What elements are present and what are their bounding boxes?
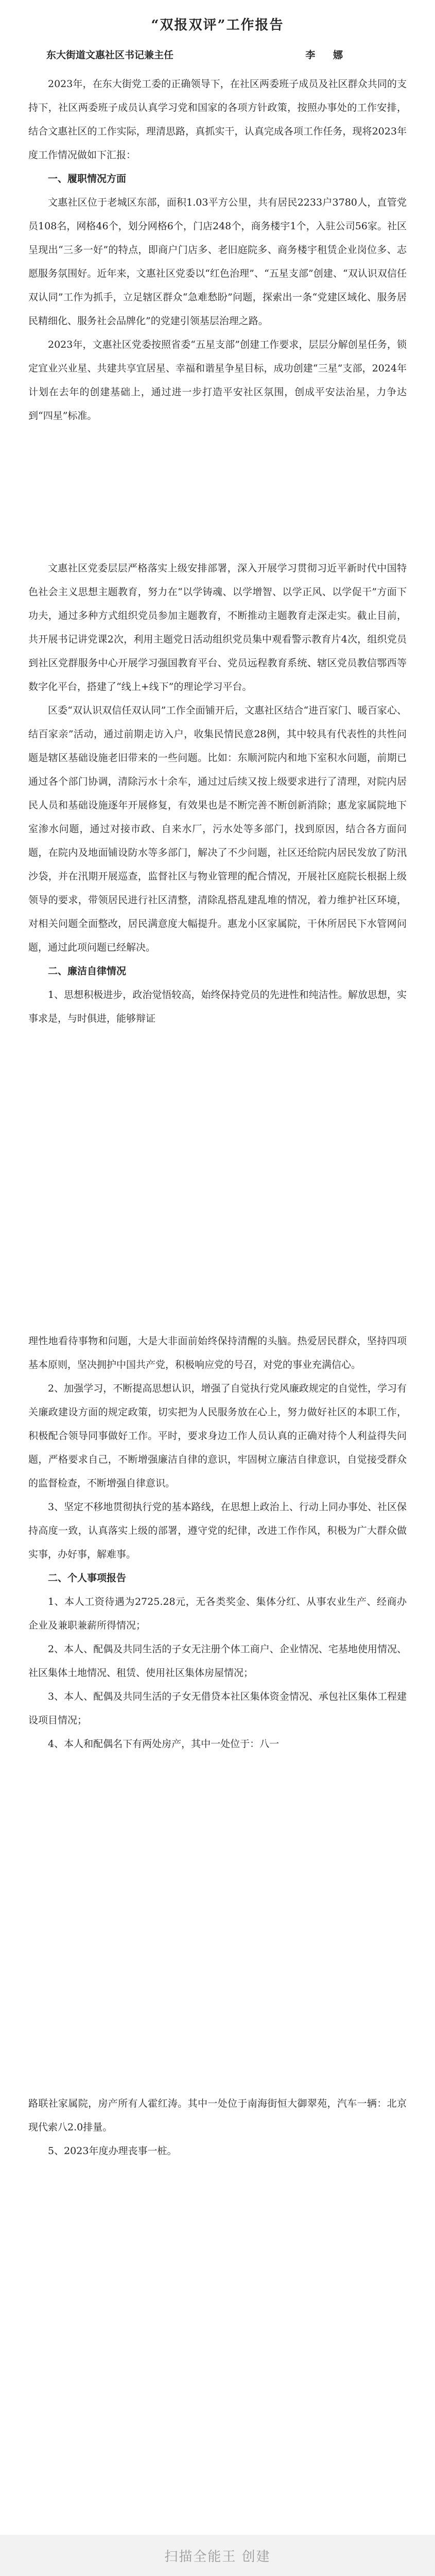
section-theme-education — [28, 556, 407, 1030]
paragraph-personal-3: 3、本人、配偶及共同生活的子女无借贷本社区集体资金情况、承包社区集体工程建设项目情况； — [28, 1691, 407, 1726]
section-performance — [28, 72, 407, 428]
byline-name: 李 娜 — [305, 49, 350, 61]
section-clean-continued — [28, 1329, 407, 1756]
paragraph-clean-1-continued: 理性地看待事物和问题，大是大非面前始终保持清醒的头脑。热爱居民群众，坚持四项基本原则，坚决拥护中国共产党，积极响应党的号召，对党的事业充满信心。 — [28, 1335, 407, 1370]
intro-paragraph: 2023年，在东大街党工委的正确领导下，在社区两委班子成员及社区群众共同的支持下，社区两委班子成员认真学习党和国家的各项方针政策，按照办事处的工作安排，结合文惠社区的工作实际，理清思路，真抓实干，认真完成各项工作任务，现将2023年度工作情况做如下汇报： — [28, 78, 407, 161]
byline — [46, 47, 386, 61]
document-title: “双报双评”工作报告 — [151, 18, 284, 33]
byline-org: 东大街道文惠社区书记兼主任 — [46, 49, 174, 61]
paragraph-personal-2: 2、本人、配偶及共同生活的子女无注册个体工商户、企业情况、宅基地使用情况、社区集体土地情况、租赁、使用社区集体房屋情况； — [28, 1643, 407, 1679]
heading-performance: 一、履职情况方面 — [48, 173, 127, 184]
paragraph-personal-4: 4、本人和配偶名下有两处房产，其中一处位于：八一 — [48, 1738, 280, 1750]
section-personal-continued — [28, 2092, 407, 2163]
paragraph-personal-1: 1、本人工资待遇为2725.28元，无各类奖金、集体分红、从事农业生产、经商办企业及兼职兼薪所得情况； — [28, 1596, 407, 1631]
paragraph-clean-2: 2、加强学习，不断提高思想认识，增强了自觉执行党风廉政规定的自觉性，学习有关廉政建设方面的规定政策，切实把为人民服务放在心上，努力做好社区的本职工作，积极配合领导同事做好工作。平时，要求身边工作人员认真的正确对待个人利益得失问题，严格要求自己，不断增强廉洁自律的意识，牢固树立廉洁自律意识，自觉接受群众的监督检查，不断增强自律意识。 — [28, 1383, 407, 1489]
paragraph-personal-5: 5、2023年度办理丧事一桩。 — [48, 2145, 177, 2157]
heading-clean-governance: 二、廉洁自律情况 — [48, 965, 127, 977]
paragraph-community-overview: 文惠社区位于老城区东部，面积1.03平方公里，共有居民2233户3780人，直管党员108名，网格46个，划分网格6个，门店248个，商务楼宇1个，入驻公司56家。社区呈现出“三多一好”的特点，即商户门店多、老旧庭院多、商务楼宇租赁企业岗位多、志愿服务氛围好。近年来，文惠社区党委以“红色治理”、“五星支部”创建、“双认识双信任双认同”工作为抓手，立足辖区群众“急难愁盼”问题，探索出一条“党建区域化、服务居民精细化、服务社会品牌化”的党建引领基层治理之路。 — [28, 197, 407, 327]
paragraph-clean-3: 3、坚定不移地贯彻执行党的基本路线，在思想上政治上、行动上同办事处、社区保持高度一致，认真落实上级的部署，遵守党的纪律，改进工作作风，积极为广大群众做实事，办好事，解难事。 — [28, 1501, 407, 1560]
paragraph-theme-education: 文惠社区党委层层严格落实上级安排部署，深入开展学习贯彻习近平新时代中国特色社会主义思想主题教育，努力在“以学铸魂、以学增智、以学正风、以学促干”方面下功夫，通过多种方式组织党员参加主题教育，不断推动主题教育走深走实。截止目前，共开展书记讲党课2次，利用主题党日活动组织党员集中观看警示教育片4次，组织党员到社区党群服务中心开展学习强国教育平台、党员远程教育系统、辖区党员教信鄂西等数字化平台，搭建了“线上+线下”的理论学习平台。 — [28, 563, 407, 692]
paragraph-personal-4-continued: 路联社家属院，房产所有人霍红涛。其中一处位于南海街恒大御翠苑，汽车一辆：北京现代索八2.0排量。 — [28, 2098, 407, 2133]
scanner-watermark: 扫描全能王 创建 — [0, 2535, 435, 2576]
paragraph-three-recognitions: 区委“双认识双信任双认同”工作全面铺开后，文惠社区结合“进百家门、暖百家心、结百家亲”活动，通过前期走访入户，收集民情民意28例，其中较具有代表性的共性问题是辖区基础设施老旧带来的一些问题。比如：东顺河院内和地下室积水问题，前期已通过各个部门协调，清除污水十余车，通过过后续又按上级要求进行了清理，对院内居民人员和基础设施逐年开展修复，有效果也是不断完善不断创新消除；惠龙家属院地下室渗水问题，通过对接市政、自来水厂，污水处等多部门，找到原因，结合各方面问题，在院内及地面铺设防水等多部门，解决了不少问题，社区还给院内居民发放了防汛沙袋，并在汛期开展巡查，监督社区与物业管理的配合情况，开展社区庭院长根据上级领导的要求，带领居民进行社区清整，清除乱搭乱建乱堆的情况，着力维护社区环境，对相关问题全面整改，居民满意度大幅提升。惠龙小区家属院，干休所居民下水管网问题，通过此项问题已经解决。 — [28, 705, 407, 953]
heading-personal-matters: 二、个人事项报告 — [48, 1572, 127, 1584]
paragraph-clean-1: 1、思想积极进步，政治觉悟较高，始终保持党员的先进性和纯洁性。解放思想，实事求是，与时俱进，能够辩证 — [28, 989, 407, 1024]
paragraph-five-star: 2023年，文惠社区党委按照省委“五星支部”创建工作要求，层层分解创星任务，锁定宜业兴业星、共建共享宜居星、幸福和谐星争星目标，成功创建“三星”支部，2024年计划在去年的创建基础上，通过进一步打造平安社区氛围，创成平安法治星，力争达到“四星”标准。 — [28, 339, 407, 421]
